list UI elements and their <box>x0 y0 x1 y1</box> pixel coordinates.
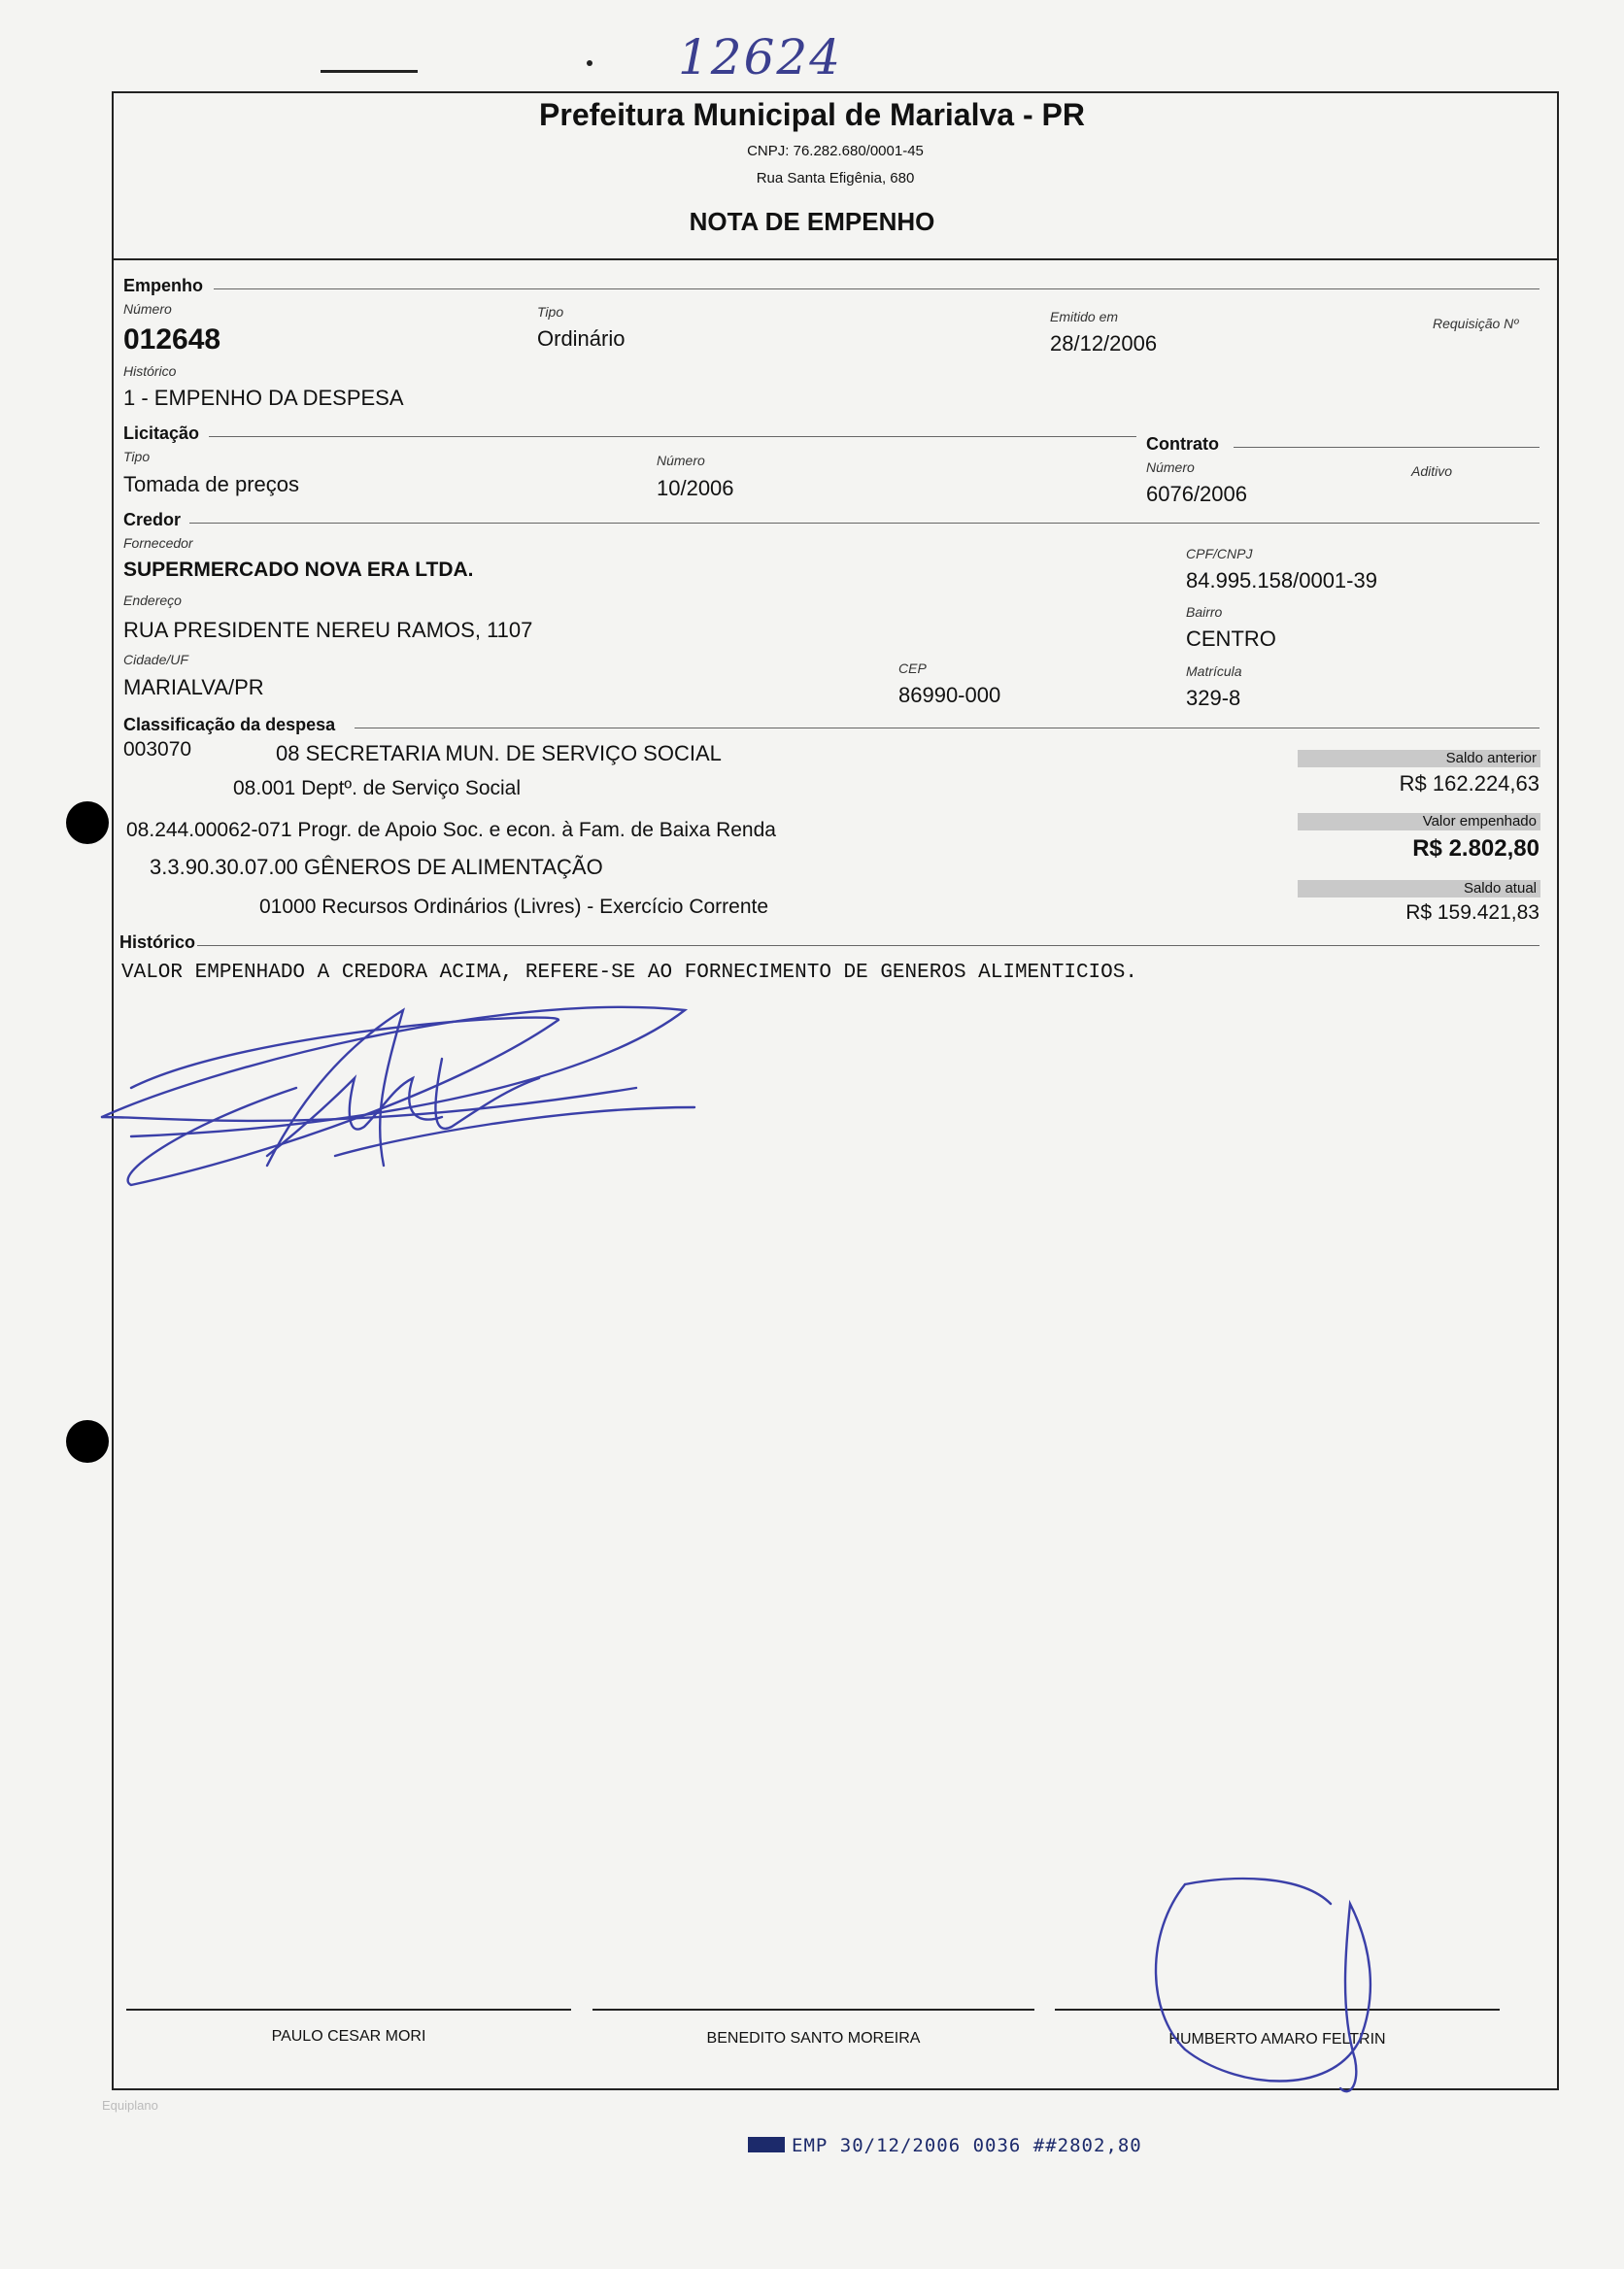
cpf-value: 84.995.158/0001-39 <box>1186 568 1377 593</box>
historico-section-label: Histórico <box>119 932 196 952</box>
top-scribble <box>321 70 418 73</box>
valor-empenhado-value: R$ 2.802,80 <box>1412 835 1539 862</box>
classificacao-line-4: 3.3.90.30.07.00 GÊNEROS DE ALIMENTAÇÃO <box>150 855 603 879</box>
contrato-rule <box>1234 447 1539 448</box>
signature-name-2: BENEDITO SANTO MOREIRA <box>706 2030 921 2047</box>
empenho-historico-label: Histórico <box>123 363 177 379</box>
classificacao-line-3: 08.244.00062-071 Progr. de Apoio Soc. e econ. à Fam. de Baixa Renda <box>126 819 776 841</box>
empenho-rule <box>214 288 1539 289</box>
cpf-label: CPF/CNPJ <box>1186 546 1253 561</box>
empenho-numero-label: Número <box>123 301 172 317</box>
emitido-value: 28/12/2006 <box>1050 331 1158 356</box>
classificacao-line-2: 08.001 Deptº. de Serviço Social <box>233 777 522 799</box>
licitacao-section-label: Licitação <box>123 423 200 443</box>
signature-name-1: PAULO CESAR MORI <box>271 2028 426 2045</box>
classificacao-section-label: Classificação da despesa <box>123 715 336 734</box>
header-divider <box>112 258 1559 260</box>
historico-text: VALOR EMPENHADO A CREDORA ACIMA, REFERE-SE AO FORNECIMENTO DE GENEROS ALIMENTICIOS. <box>121 962 1137 984</box>
cep-value: 86990-000 <box>898 683 1001 707</box>
cidade-value: MARIALVA/PR <box>123 675 264 699</box>
aditivo-label: Aditivo <box>1411 463 1453 479</box>
cidade-label: Cidade/UF <box>123 652 188 667</box>
footer-equiplano: Equiplano <box>102 2098 158 2113</box>
historico-rule <box>197 945 1539 946</box>
header-address: Rua Santa Efigênia, 680 <box>756 170 915 186</box>
bairro-value: CENTRO <box>1186 627 1276 651</box>
signature-line-2 <box>592 2009 1034 2011</box>
contrato-numero: 6076/2006 <box>1146 482 1247 506</box>
header-cnpj: CNPJ: 76.282.680/0001-45 <box>747 143 924 159</box>
fornecedor-label: Fornecedor <box>123 535 193 551</box>
footer-stamp-mark <box>748 2137 785 2152</box>
licitacao-tipo: Tomada de preços <box>123 472 299 496</box>
signature-loop <box>1146 1865 1399 2117</box>
licitacao-numero: 10/2006 <box>657 476 734 500</box>
classificacao-code: 003070 <box>123 738 192 761</box>
licitacao-tipo-label: Tipo <box>123 449 151 464</box>
matricula-label: Matrícula <box>1186 663 1242 679</box>
empenho-historico: 1 - EMPENHO DA DESPESA <box>123 386 404 410</box>
saldo-atual-value: R$ 159.421,83 <box>1405 901 1539 924</box>
requisicao-label: Requisição Nº <box>1433 316 1519 331</box>
signature-name-3: HUMBERTO AMARO FELTRIN <box>1168 2031 1386 2048</box>
licitacao-numero-label: Número <box>657 453 705 468</box>
contrato-numero-label: Número <box>1146 459 1195 475</box>
top-dot <box>587 60 592 66</box>
credor-rule <box>189 523 1539 524</box>
cep-label: CEP <box>898 660 927 676</box>
bairro-label: Bairro <box>1186 604 1223 620</box>
saldo-anterior-label: Saldo anterior <box>1298 750 1540 767</box>
footer-stamp: EMP 30/12/2006 0036 ##2802,80 <box>792 2135 1142 2156</box>
saldo-atual-label: Saldo atual <box>1298 880 1540 897</box>
signature-scribble <box>92 971 714 1204</box>
punch-hole-bottom <box>66 1420 109 1463</box>
contrato-section-label: Contrato <box>1146 434 1219 454</box>
doc-title: NOTA DE EMPENHO <box>689 207 935 236</box>
handwritten-number: 12624 <box>678 29 843 85</box>
punch-hole-top <box>66 801 109 844</box>
empenho-tipo-label: Tipo <box>537 304 564 320</box>
empenho-numero: 012648 <box>123 323 221 356</box>
endereco-value: RUA PRESIDENTE NEREU RAMOS, 1107 <box>123 618 533 642</box>
endereco-label: Endereço <box>123 593 182 608</box>
fornecedor-value: SUPERMERCADO NOVA ERA LTDA. <box>123 559 474 581</box>
empenho-section-label: Empenho <box>123 276 204 295</box>
matricula-value: 329-8 <box>1186 686 1241 710</box>
emitido-label: Emitido em <box>1050 309 1119 324</box>
classificacao-line-1: 08 SECRETARIA MUN. DE SERVIÇO SOCIAL <box>276 741 722 765</box>
empenho-tipo: Ordinário <box>537 326 626 351</box>
classificacao-line-5: 01000 Recursos Ordinários (Livres) - Exercício Corrente <box>259 896 769 918</box>
licitacao-rule <box>209 436 1136 437</box>
saldo-anterior-value: R$ 162.224,63 <box>1399 771 1539 796</box>
valor-empenhado-label: Valor empenhado <box>1298 813 1540 830</box>
credor-section-label: Credor <box>123 510 182 529</box>
page-title: Prefeitura Municipal de Marialva - PR <box>539 97 1085 132</box>
signature-line-1 <box>126 2009 571 2011</box>
